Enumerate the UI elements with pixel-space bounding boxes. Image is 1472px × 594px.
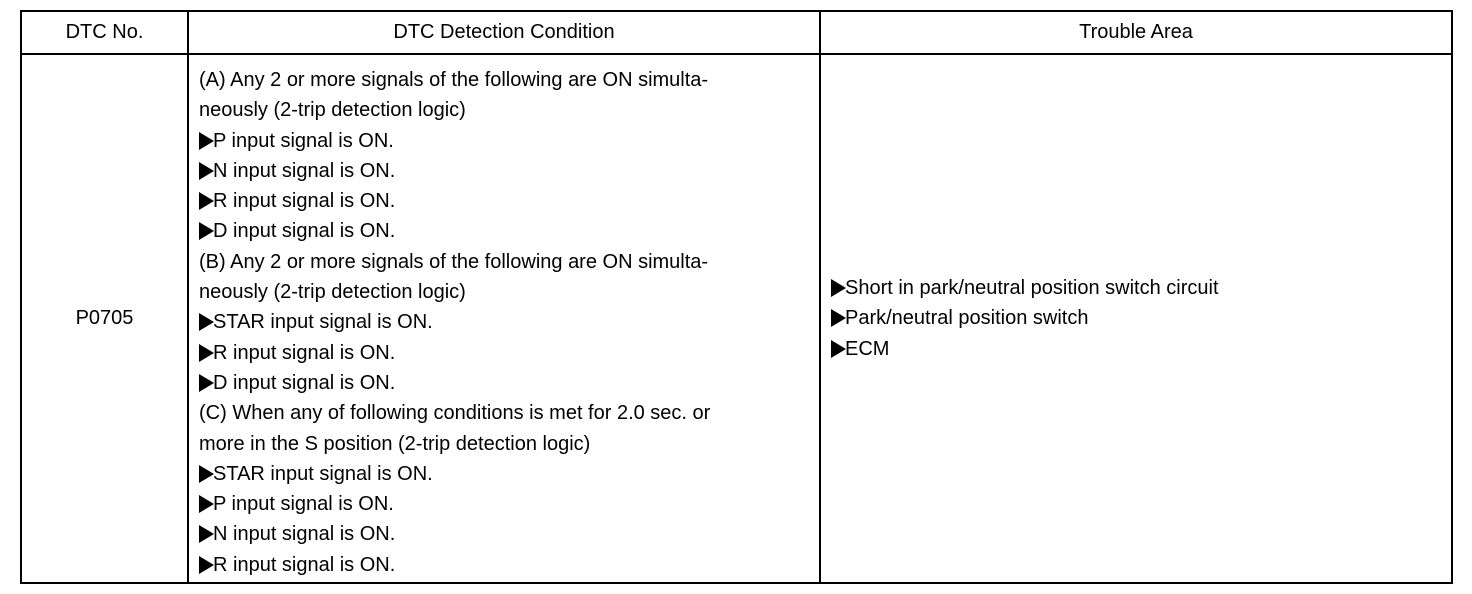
triangle-bullet-icon [199, 162, 214, 180]
condition-line: D input signal is ON. [199, 368, 811, 398]
triangle-bullet-icon [831, 279, 846, 297]
condition-line: N input signal is ON. [199, 156, 811, 186]
condition-line: neously (2-trip detection logic) [199, 99, 466, 122]
triangle-bullet-icon [199, 192, 214, 210]
triangle-bullet-icon [199, 465, 214, 483]
detection-condition-cell [188, 54, 820, 583]
condition-line: D input signal is ON. [199, 216, 811, 246]
condition-line: P input signal is ON. [199, 126, 811, 156]
header-trouble-area: Trouble Area [820, 11, 1452, 54]
header-detection-condition: DTC Detection Condition [188, 11, 820, 54]
triangle-bullet-icon [199, 374, 214, 392]
condition-line: (A) Any 2 or more signals of the following are ON simulta- [199, 69, 709, 91]
trouble-area-item: Park/neutral position switch [831, 303, 1443, 333]
dtc-table [20, 10, 1453, 584]
header-row [21, 11, 1452, 54]
triangle-bullet-icon [199, 556, 214, 574]
condition-line: STAR input signal is ON. [199, 459, 811, 489]
triangle-bullet-icon [199, 525, 214, 543]
triangle-bullet-icon [199, 222, 214, 240]
condition-line: R input signal is ON. [199, 550, 811, 580]
triangle-bullet-icon [199, 344, 214, 362]
condition-line: R input signal is ON. [199, 338, 811, 368]
condition-line: R input signal is ON. [199, 186, 811, 216]
triangle-bullet-icon [199, 495, 214, 513]
condition-line: (C) When any of following conditions is met for 2.0 sec. or [199, 402, 711, 425]
header-dtc-no: DTC No. [21, 11, 188, 54]
trouble-area-cell [820, 54, 1452, 583]
triangle-bullet-icon [199, 313, 214, 331]
condition-line: (B) Any 2 or more signals of the following are ON simulta- [199, 250, 709, 273]
condition-line: N input signal is ON. [199, 519, 811, 549]
condition-line: STAR input signal is ON. [199, 307, 811, 337]
triangle-bullet-icon [199, 132, 214, 150]
trouble-area-item: ECM [831, 334, 1443, 364]
trouble-area-item: Short in park/neutral position switch circuit [831, 273, 1443, 303]
condition-line: neously (2-trip detection logic) [199, 281, 466, 304]
condition-line: more in the S position (2-trip detection logic) [199, 432, 591, 455]
triangle-bullet-icon [831, 309, 846, 327]
condition-line: P input signal is ON. [199, 489, 811, 519]
triangle-bullet-icon [831, 340, 846, 358]
dtc-code: P0705 [21, 54, 188, 583]
table-row [21, 54, 1452, 583]
